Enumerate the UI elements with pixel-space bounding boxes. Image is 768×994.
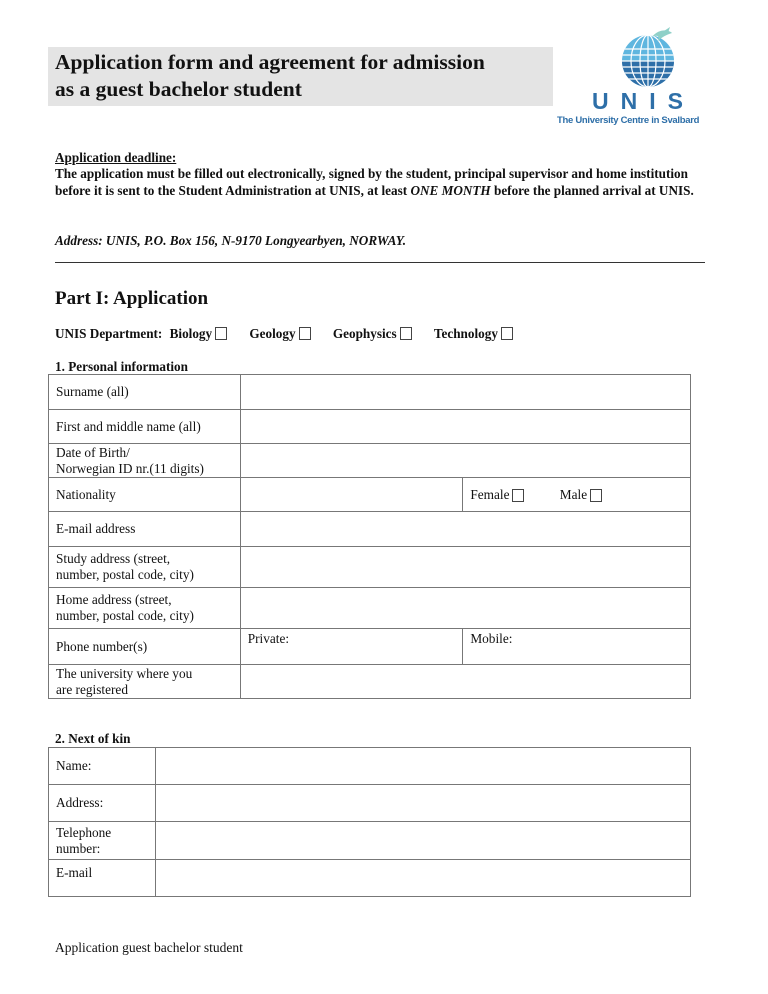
dept-technology-label: Technology <box>433 325 498 341</box>
male-label: Male <box>559 486 588 502</box>
gender-cell <box>463 478 691 512</box>
university-label-line-2: are registered <box>56 681 128 697</box>
dob-label-line-2: Norwegian ID nr.(11 digits) <box>56 460 204 476</box>
kin-telephone-line-1: Telephone <box>56 824 112 840</box>
surname-field[interactable] <box>240 375 690 410</box>
home-address-line-2: number, postal code, city) <box>56 608 194 623</box>
kin-name-field[interactable] <box>155 748 690 785</box>
table-row <box>49 588 691 629</box>
postal-address: Address: UNIS, P.O. Box 156, N-9170 Longyearbyen, NORWAY. <box>55 233 407 248</box>
table-row <box>49 629 691 665</box>
kin-email-field[interactable] <box>155 860 690 897</box>
deadline-text-after: before the planned arrival at UNIS. <box>490 182 694 198</box>
unis-subtitle: The University Centre in Svalbard <box>557 115 700 126</box>
kin-telephone-label <box>49 822 156 860</box>
study-address-line-2: number, postal code, city) <box>56 567 194 582</box>
dept-geophysics-checkbox[interactable] <box>400 327 412 340</box>
table-row <box>49 410 691 444</box>
study-address-field[interactable] <box>240 547 690 588</box>
deadline-text <box>55 166 715 199</box>
department-selector <box>55 325 513 342</box>
dept-biology-label: Biology <box>169 325 213 341</box>
table-row <box>49 512 691 547</box>
male-checkbox[interactable] <box>590 489 602 502</box>
table-row <box>49 665 691 699</box>
kin-name-label: Name: <box>49 748 156 785</box>
dept-technology-checkbox[interactable] <box>501 327 513 340</box>
kin-email-label: E-mail <box>49 860 156 897</box>
kin-address-label: Address: <box>49 785 156 822</box>
table-row <box>49 822 691 860</box>
email-field[interactable] <box>240 512 690 547</box>
phone-mobile-field[interactable]: Mobile: <box>463 629 691 665</box>
phone-label: Phone number(s) <box>49 629 241 665</box>
dept-geophysics-label: Geophysics <box>332 325 397 341</box>
part-title: Part I: Application <box>55 288 209 309</box>
university-field[interactable] <box>240 665 690 699</box>
table-row <box>49 748 691 785</box>
kin-address-field[interactable] <box>155 785 690 822</box>
university-label-line-1: The university where you <box>56 665 193 681</box>
dept-geology-label: Geology <box>249 325 296 341</box>
page-title-line-1: Application form and agreement for admission <box>55 50 485 74</box>
kin-telephone-line-2: number: <box>56 840 101 856</box>
dept-geology-checkbox[interactable] <box>299 327 311 340</box>
dept-biology-checkbox[interactable] <box>215 327 227 340</box>
divider <box>55 262 705 263</box>
surname-label: Surname (all) <box>49 375 241 410</box>
table-row <box>49 444 691 478</box>
kin-telephone-field[interactable] <box>155 822 690 860</box>
section-personal-title: 1. Personal information <box>55 359 188 374</box>
nationality-label: Nationality <box>49 478 241 512</box>
table-row <box>49 547 691 588</box>
study-address-line-1: Study address (street, <box>56 551 171 566</box>
deadline-text-before: The application must be filled out electronically, signed by the student, principal supervisor and home institution before it is sent to the Student Administration at UNIS, at least <box>55 166 688 198</box>
home-address-line-1: Home address (street, <box>56 592 172 607</box>
dob-label-line-1: Date of Birth/ <box>56 444 130 460</box>
next-of-kin-table <box>48 747 691 897</box>
nationality-field[interactable] <box>240 478 463 512</box>
dob-field[interactable] <box>240 444 690 478</box>
home-address-field[interactable] <box>240 588 690 629</box>
page-title <box>55 49 555 103</box>
page-title-line-2: as a guest bachelor student <box>55 77 302 101</box>
globe-logo-icon <box>612 27 692 89</box>
section-next-of-kin-title: 2. Next of kin <box>55 731 131 746</box>
deadline-notice <box>55 150 715 199</box>
first-name-field[interactable] <box>240 410 690 444</box>
table-row <box>49 478 691 512</box>
table-row <box>49 785 691 822</box>
female-label: Female <box>470 486 510 502</box>
home-address-label <box>49 588 241 629</box>
female-checkbox[interactable] <box>512 489 524 502</box>
first-name-label: First and middle name (all) <box>49 410 241 444</box>
phone-private-field[interactable]: Private: <box>240 629 463 665</box>
university-label <box>49 665 241 699</box>
table-row <box>49 860 691 897</box>
unis-wordmark: UNIS <box>592 88 695 114</box>
personal-info-table <box>48 374 691 699</box>
email-label: E-mail address <box>49 512 241 547</box>
dob-label <box>49 444 241 478</box>
study-address-label <box>49 547 241 588</box>
department-label: UNIS Department: <box>55 325 163 341</box>
table-row <box>49 375 691 410</box>
deadline-emphasis: ONE MONTH <box>410 182 491 198</box>
page-footer: Application guest bachelor student <box>55 940 243 955</box>
deadline-heading: Application deadline: <box>55 150 177 165</box>
